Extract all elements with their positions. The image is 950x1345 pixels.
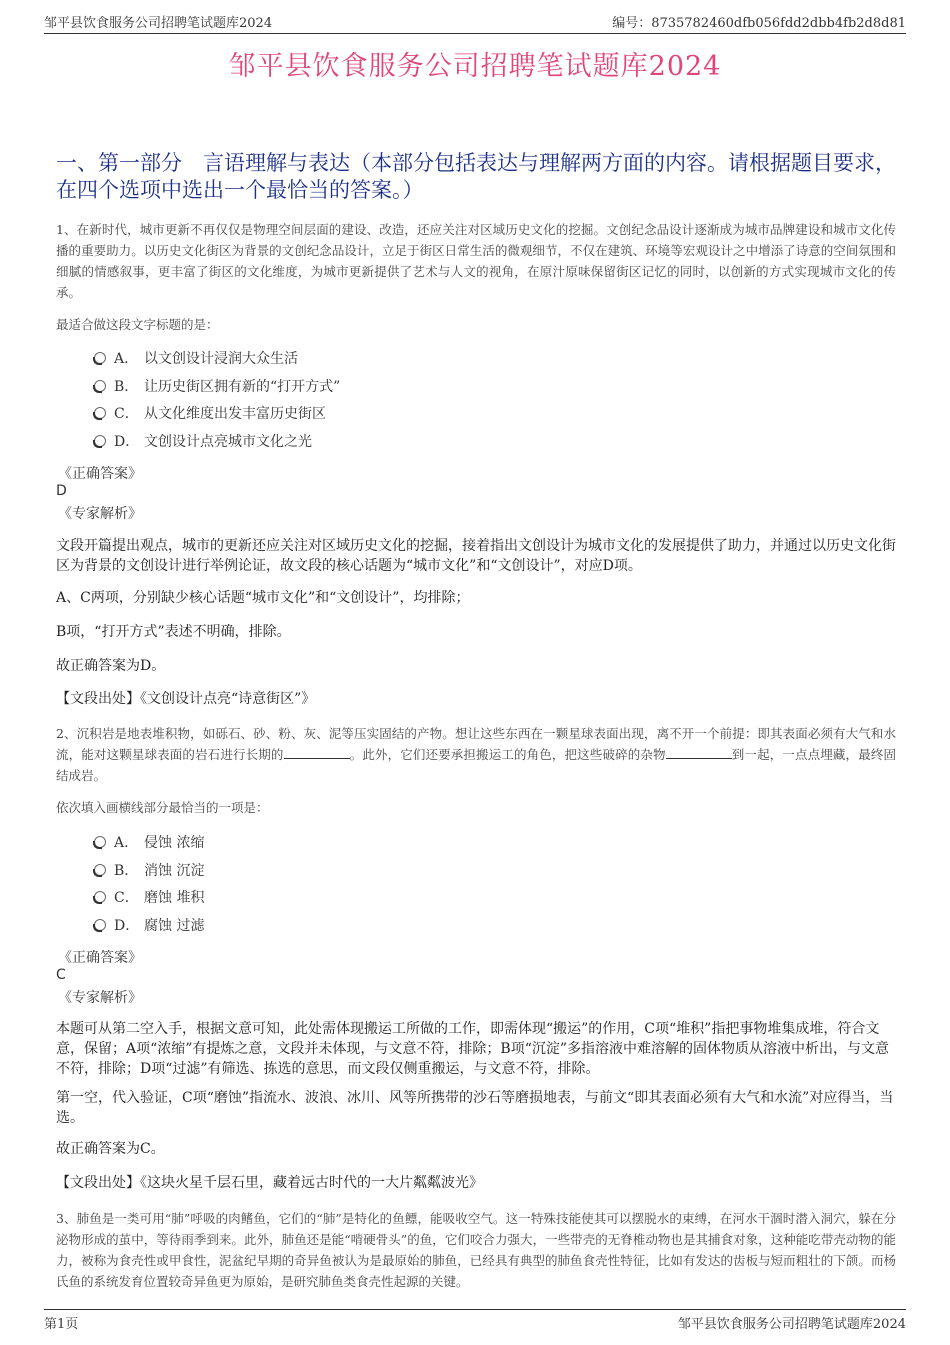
q2-source: 【文段出处】《这块火星千层石里，藏着远古时代的一大片粼粼波光》: [56, 1175, 483, 1191]
radio-icon[interactable]: [94, 380, 106, 392]
q2-analysis-para: 本题可从第二空入手，根据文意可知，此处需体现搬运工所做的工作，即需体现“搬运”的作用，C项“堆积”指把事物堆集成堆，符合文意，保留；A项“浓缩”有提炼之意，文段并未体现，与文意不符，排除；B项“沉淀”多指溶液中难溶解的固体物质从溶液中析出，与文意不符，排除；D项“过滤”有筛选、拣选的意思，而文段仅侧重搬运，与文意不符，排除。: [56, 1021, 890, 1077]
q2-option-d[interactable]: D． 腐蚀 过滤: [94, 915, 204, 937]
answer-blank: [666, 746, 732, 759]
q1-option-a[interactable]: A． 以文创设计浸润大众生活: [94, 348, 298, 370]
q2-answer-label: 《正确答案》: [58, 950, 142, 966]
radio-icon[interactable]: [94, 407, 106, 419]
question-1-text: 1、在新时代，城市更新不再仅仅是物理空间层面的建设、改造，还应关注对区域历史文化的挖掘。文创纪念品设计逐渐成为城市品牌建设和城市文化传播的重要助力。以历史文化街区为背景的文创纪念品设计，立足于街区日常生活的微观细节，不仅在建筑、环境等宏观设计之中增添了诗意的空间氛围和细腻的情感叙事，更丰富了街区的文化维度，为城市更新提供了艺术与人文的视角，在原汁原味保留街区记忆的同时，以创新的方式实现城市文化的传承。: [56, 222, 896, 300]
question-2-text: 2、沉积岩是地表堆积物，如砾石、砂、粉、灰、泥等压实固结的产物。想让这些东西在一颗星球表面出现，离不开一个前提：即其表面必须有大气和水流，能对这颗星球表面的岩石进行长期的 。此外，它们还要承担搬运工的角色，把这些破碎的杂物 到一起，一点点埋藏，最终固结成岩。: [56, 726, 896, 783]
q1-source: 【文段出处】《文创设计点亮“诗意街区”》: [56, 691, 316, 707]
section-heading: 一、第一部分 言语理解与表达（本部分包括表达与理解两方面的内容。请根据题目要求，在四个选项中选出一个最恰当的答案。）: [56, 151, 896, 202]
q1-answer: D: [56, 483, 67, 499]
footer-doc-title: 邹平县饮食服务公司招聘笔试题库2024: [677, 1317, 906, 1332]
radio-icon[interactable]: [94, 864, 106, 876]
question-3-text: 3、肺鱼是一类可用“肺”呼吸的肉鳍鱼，它们的“肺”是特化的鱼鳔，能吸收空气。这一特殊技能使其可以摆脱水的束缚，在河水干涸时潜入洞穴，躲在分泌物形成的茧中，等待雨季到来。此外，肺鱼还是能“啃硬骨头”的鱼，它们咬合力强大，一些带壳的无脊椎动物也是其捕食对象，这种能吃带壳动物的能力，被称为食壳性或甲食性，泥盆纪早期的奇异鱼被认为是最原始的肺鱼，已经具有典型的肺鱼食壳性特征，比如有发达的齿板与短而粗壮的下颌。而杨氏鱼的系统发育位置较奇异鱼更为原始，是研究肺鱼类食壳性起源的关键。: [56, 1211, 896, 1289]
q2-option-b[interactable]: B． 消蚀 沉淀: [94, 860, 204, 882]
q2-answer: C: [56, 967, 66, 983]
page-header: [44, 12, 906, 30]
page-number: 第1页: [44, 1317, 79, 1332]
radio-icon[interactable]: [94, 435, 106, 447]
header-divider: [44, 33, 906, 34]
q1-analysis-para: B项，“打开方式”表述不明确，排除。: [56, 624, 291, 640]
q2-analysis-label: 《专家解析》: [58, 990, 142, 1006]
q2-analysis-para: 故正确答案为C。: [56, 1141, 165, 1157]
footer-divider: [44, 1309, 906, 1310]
q1-analysis-para: 文段开篇提出观点，城市的更新还应关注对区域历史文化的挖掘，接着指出文创设计为城市文化的发展提供了助力，并通过以历史文化街区为背景的文创设计进行举例论证，故文段的核心话题为“城市文化”和“文创设计”，对应D项。: [56, 538, 896, 574]
q1-analysis-para: A、C两项，分别缺少核心话题“城市文化”和“文创设计”，均排除；: [56, 590, 470, 606]
page-title: 邹平县饮食服务公司招聘笔试题库2024: [228, 51, 722, 82]
q1-analysis-label: 《专家解析》: [58, 506, 142, 522]
q2-option-a[interactable]: A． 侵蚀 浓缩: [94, 832, 204, 854]
radio-icon[interactable]: [94, 919, 106, 931]
q1-analysis-para: 故正确答案为D。: [56, 658, 166, 674]
header-doc-id: 编号：8735782460dfb056fdd2dbb4fb2d8d81: [612, 16, 906, 31]
q1-option-b[interactable]: B． 让历史街区拥有新的“打开方式”: [94, 376, 340, 398]
q2-option-c[interactable]: C． 磨蚀 堆积: [94, 887, 204, 909]
q1-option-c[interactable]: C． 从文化维度出发丰富历史街区: [94, 403, 326, 425]
header-doc-title: 邹平县饮食服务公司招聘笔试题库2024: [44, 16, 273, 31]
page-footer: [44, 1313, 906, 1331]
q2-analysis-para: 第一空，代入验证，C项“磨蚀”指流水、波浪、冰川、风等所携带的沙石等磨损地表，与前文“即其表面必须有大气和水流”对应得当，当选。: [56, 1090, 894, 1126]
q1-answer-label: 《正确答案》: [58, 466, 142, 482]
answer-blank: [284, 746, 350, 759]
radio-icon[interactable]: [94, 891, 106, 903]
radio-icon[interactable]: [94, 352, 106, 364]
question-2-stem: 依次填入画横线部分最恰当的一项是：: [56, 800, 269, 815]
radio-icon[interactable]: [94, 836, 106, 848]
question-1-stem: 最适合做这段文字标题的是：: [56, 317, 219, 332]
q1-option-d[interactable]: D． 文创设计点亮城市文化之光: [94, 431, 312, 453]
